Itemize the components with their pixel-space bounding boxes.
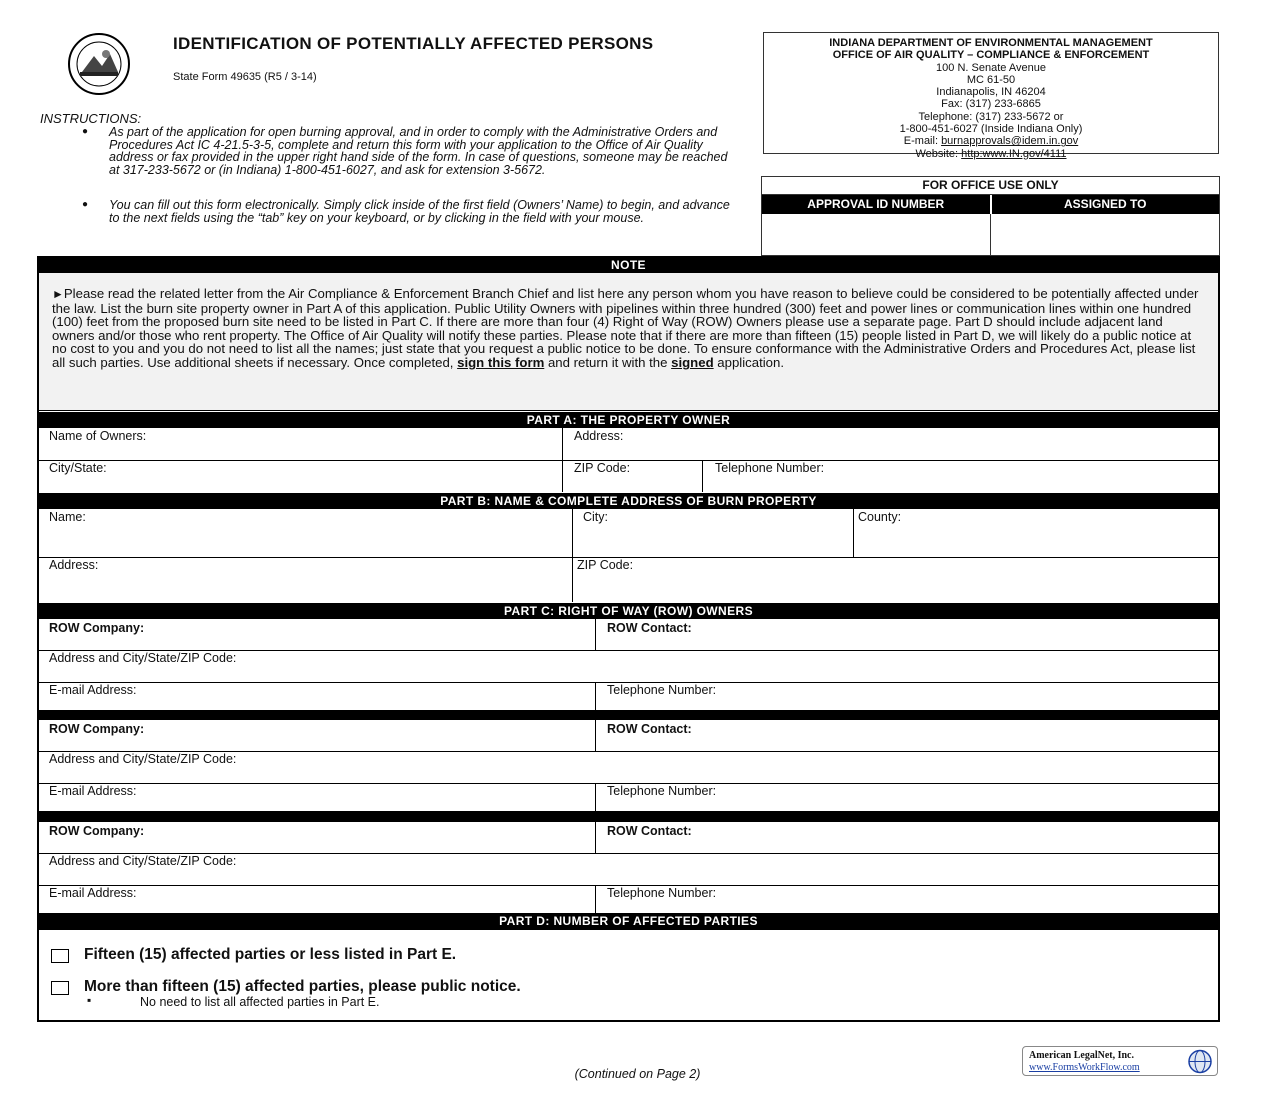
publisher-url[interactable]: www.FormsWorkFlow.com (1029, 1062, 1140, 1073)
divider (595, 619, 596, 650)
row-company-label-3: ROW Company: (49, 824, 145, 838)
instruction-bullet-1: As part of the application for open burning approval, and in order to comply with the Administrative Orders and Procedures Act IC 4-21.5-3-5, complete and return this form with your application to the Office of Air Quality address or fax provided in the upper right hand side of the form. In case of questions, someone may be reached at 317-233-5672 or (in Indiana) 1-800-451-6027, and ask for extension 3-5672. (109, 125, 728, 178)
agency-address: 100 N. Senate Avenue (936, 61, 1046, 74)
email-link[interactable]: burnapprovals@idem.in.gov (941, 135, 1079, 148)
office-use-cells (762, 214, 1219, 256)
burn-city-label: City: (583, 510, 608, 524)
divider (595, 885, 596, 913)
office-use-box (761, 176, 1220, 256)
row-separator (39, 811, 1218, 822)
burn-address-label: Address: (49, 558, 99, 572)
website-link[interactable]: http:www.IN.gov/4111 (961, 147, 1067, 160)
row-address-label-3: Address and City/State/ZIP Code: (49, 854, 237, 868)
option-fifteen-or-less-checkbox[interactable] (51, 949, 69, 963)
square-bullet-icon: ▪ (87, 993, 92, 1007)
divider (595, 682, 596, 710)
option-more-than-fifteen-label: More than fifteen (15) affected parties, please public notice. (84, 978, 521, 995)
office-use-title: FOR OFFICE USE ONLY (762, 177, 1219, 195)
agency-city: Indianapolis, IN 46204 (936, 86, 1046, 99)
burn-county-label: County: (858, 510, 902, 524)
row-telephone-label-2: Telephone Number: (607, 784, 717, 798)
note-heading: NOTE (39, 258, 1218, 273)
row-telephone-label-3: Telephone Number: (607, 886, 717, 900)
agency-mail-code: MC 61-50 (966, 73, 1016, 86)
row-separator (39, 710, 1218, 720)
state-seal (44, 32, 154, 96)
row-address-label-2: Address and City/State/ZIP Code: (49, 752, 237, 766)
burn-zip-label: ZIP Code: (577, 558, 634, 572)
row-email-label-2: E-mail Address: (49, 784, 137, 798)
part-b-heading: PART B: NAME & COMPLETE ADDRESS OF BURN PROPERTY (39, 493, 1218, 509)
part-c-heading: PART C: RIGHT OF WAY (ROW) OWNERS (39, 603, 1218, 619)
divider (702, 461, 703, 492)
note-signed: signed (671, 354, 714, 370)
publisher-name: American LegalNet, Inc. (1029, 1050, 1134, 1061)
divider (595, 783, 596, 811)
globe-icon (1187, 1049, 1213, 1074)
continued-note: (Continued on Page 2) (574, 1067, 701, 1081)
option-fifteen-or-less-label: Fifteen (15) affected parties or less listed in Part E. (84, 946, 457, 963)
agency-telephone: Telephone: (317) 233-5672 or (918, 110, 1064, 123)
owners-name-label: Name of Owners: (49, 429, 147, 443)
part-a-heading: PART A: THE PROPERTY OWNER (39, 412, 1218, 428)
agency-office: OFFICE OF AIR QUALITY – COMPLIANCE & ENFORCEMENT (832, 49, 1150, 62)
agency-email-line (764, 135, 1218, 147)
divider (853, 509, 854, 557)
part-d-heading: PART D: NUMBER OF AFFECTED PARTIES (39, 913, 1218, 930)
note-paragraph-cont: and return it with the (544, 354, 672, 370)
bullet-icon: ● (82, 126, 89, 137)
approval-id-header: APPROVAL ID NUMBER (762, 195, 992, 214)
form-number: State Form 49635 (R5 / 3-14) (173, 71, 317, 83)
note-sign-this-form: sign this form (457, 354, 545, 370)
note-text (52, 287, 1202, 370)
form-title: IDENTIFICATION OF POTENTIALLY AFFECTED PERSONS (173, 34, 654, 53)
option-more-than-fifteen-note: No need to list all affected parties in Part E. (140, 995, 380, 1009)
row-company-label-2: ROW Company: (49, 722, 145, 736)
row-company-label-1: ROW Company: (49, 621, 145, 635)
note-paragraph-end: application. (713, 354, 785, 370)
email-label: E-mail: (903, 135, 942, 148)
instructions-heading: INSTRUCTIONS: (40, 111, 142, 126)
row-contact-label-3: ROW Contact: (607, 824, 692, 838)
note-paragraph: Please read the related letter from the Air Compliance & Enforcement Branch Chief and list here any person whom you have reason to believe could be considered to be potentially affected under the law. List the burn site property owner in Part A of this application. Public Utility Owners with pipelines within three hundred (300) feet and power lines or communication lines within one hundred (100) feet from the proposed burn site need to be listed in Part C. If there are more than four (4) Right of Way (ROW) Owners please use a separate page. Part D should include adjacent land owners and/or those who rent property. The Office of Air Quality will notify these parties. Please note that if there are more than fifteen (15) people listed in Part D, we will likely do a public notice at no cost to you and you do not need to list all the names; just state that you request a public notice to be done. To ensure conformance with the Administrative Orders and Procedures Act, please list all such parties. Use additional sheets if necessary. Once completed, (52, 286, 1199, 370)
row-address-label-1: Address and City/State/ZIP Code: (49, 651, 237, 665)
owner-city-state-label: City/State: (49, 461, 107, 475)
bullet-icon: ● (82, 199, 89, 210)
row-email-label-3: E-mail Address: (49, 886, 137, 900)
agency-name: INDIANA DEPARTMENT OF ENVIRONMENTAL MANAGEMENT (829, 37, 1153, 49)
instruction-bullet-2: You can fill out this form electronically. Simply click inside of the first field (Owners’ Name) to begin, and advance to the next fields using the “tab” key on your keyboard, or by clicking in the field with your mouse. (109, 198, 730, 225)
website-label: Website: (915, 147, 962, 160)
row-contact-label-1: ROW Contact: (607, 621, 692, 635)
owner-telephone-label: Telephone Number: (715, 461, 825, 475)
arrow-right-icon: ► (52, 287, 64, 301)
approval-id-field[interactable] (762, 214, 991, 256)
row-telephone-label-1: Telephone Number: (607, 683, 717, 697)
assigned-to-header: ASSIGNED TO (1064, 197, 1147, 211)
burn-name-label: Name: (49, 510, 86, 524)
owner-address-label: Address: (574, 429, 624, 443)
divider (572, 509, 573, 602)
agency-fax: Fax: (317) 233-6865 (941, 98, 1041, 111)
option-more-than-fifteen-checkbox[interactable] (51, 981, 69, 995)
assigned-to-field[interactable] (991, 214, 1219, 256)
divider (595, 822, 596, 853)
divider (595, 720, 596, 751)
row-contact-label-2: ROW Contact: (607, 722, 692, 736)
publisher-logo (1022, 1046, 1218, 1076)
office-use-columns (762, 195, 1219, 214)
agency-tollfree: 1-800-451-6027 (Inside Indiana Only) (899, 123, 1083, 136)
agency-website-line (764, 148, 1218, 160)
owner-zip-label: ZIP Code: (574, 461, 631, 475)
row-email-label-1: E-mail Address: (49, 683, 137, 697)
agency-contact-box (763, 32, 1219, 160)
